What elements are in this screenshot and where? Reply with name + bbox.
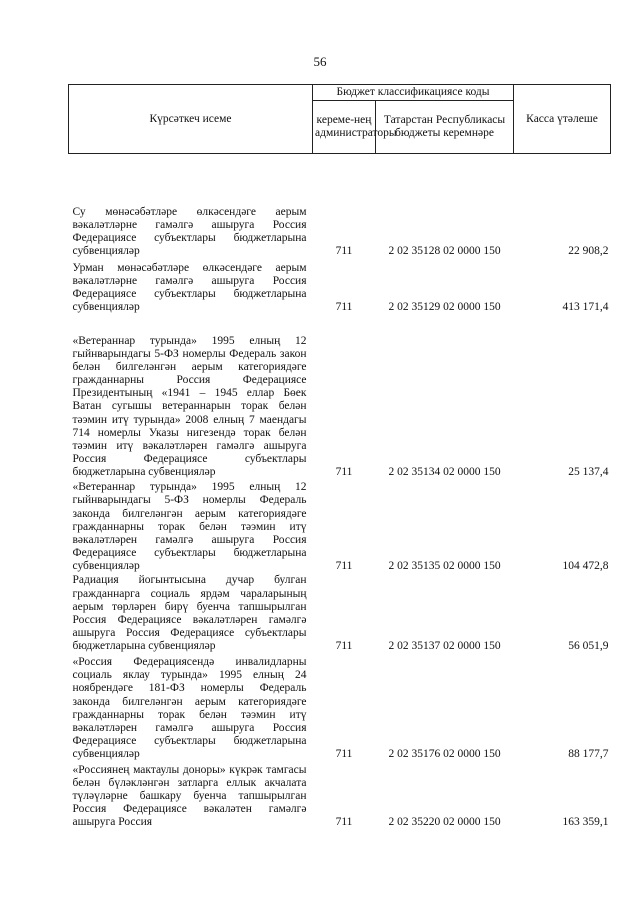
table-row [69, 258, 611, 314]
row-admin-code: 711 [335, 747, 353, 760]
row-cash-amount: 104 472,8 [562, 559, 609, 572]
row-classification-code: 2 02 35135 02 0000 150 [388, 559, 501, 572]
row-admin-code: 711 [335, 815, 353, 828]
row-indicator-name: «Ветераннар турында» 1995 елның 12 гыйнварындагы 5-ФЗ номерлы Федераль закон белән билгеләнгән аерым категориядәге гражданнарны Россия Федерациясе Президентының «1941 – 1945 еллар Бөек Ватан сугышы ветераннарын торак белән тәэмин итү турында» 2008 елның 7 маендагы 714 номерлы Указы нигезендә торак белән тәэмин итү вәкаләтләрен гамәлгә ашыруга Россия Федерациясе субъектлары бюджетларына субвенцияләр [72, 334, 307, 478]
row-admin-code: 711 [335, 639, 353, 652]
table-row [69, 653, 611, 761]
row-indicator-name: Радиация йогынтысына дучар булган гражданнарга социаль ярдәм чараларының аерым төрләрен бирү буенча тапшырылган Россия Федерациясе вәкаләтләрен гамәлгә ашыруга Россия Федерациясе субъектлары бюджетларына субвенцияләр [72, 574, 307, 652]
row-classification-code: 2 02 35137 02 0000 150 [388, 639, 501, 652]
row-classification-code: 2 02 35134 02 0000 150 [388, 465, 501, 478]
row-cash-amount: 413 171,4 [562, 300, 609, 313]
header-cash-execution: Касса үтәлеше [514, 85, 611, 154]
header-budget-classification-code: Бюджет классификациясе коды [313, 85, 514, 101]
table-row [69, 573, 611, 653]
row-admin-code: 711 [335, 300, 353, 313]
row-indicator-name: «Россия Федерациясендә инвалидларны социаль яклау турында» 1995 елның 24 ноябрендәге 181-ФЗ номерлы Федераль законда билгеләнгән аерым категориядәге гражданнарны торак белән тәэмин итү вәкаләтләрен гамәлгә ашыруга Россия Федерациясе субъектлары бюджетларына субвенцияләр [72, 656, 307, 760]
row-classification-code: 2 02 35176 02 0000 150 [388, 747, 501, 760]
row-admin-code: 711 [335, 465, 353, 478]
row-indicator-name: «Ветераннар турында» 1995 елның 12 гыйнварындагы 5-ФЗ номерлы Федераль законда билгеләнгән аерым категориядәге гражданнарны торак белән тәэмин итү вәкаләтләрен гамәлгә ашыруга Россия Федерациясе субъектлары бюджетларына субвенцияләр [72, 481, 307, 572]
table-header [69, 85, 611, 154]
row-cash-amount: 163 359,1 [562, 815, 609, 828]
header-republic-budget-revenue: Татарстан Республикасы бюджеты керемнәре [376, 100, 514, 153]
table-row [69, 153, 611, 258]
table-row [69, 761, 611, 829]
table-row [69, 479, 611, 573]
row-classification-code: 2 02 35220 02 0000 150 [388, 815, 501, 828]
table-body [69, 153, 611, 829]
row-cash-amount: 22 908,2 [568, 244, 609, 257]
budget-revenue-table [68, 84, 611, 829]
table-row [69, 314, 611, 479]
row-classification-code: 2 02 35128 02 0000 150 [388, 244, 501, 257]
header-indicator-name: Күрсәткеч исеме [69, 85, 313, 154]
row-admin-code: 711 [335, 559, 353, 572]
header-revenue-administrator: кереме-нең администраторы [313, 100, 376, 153]
row-cash-amount: 56 051,9 [568, 639, 609, 652]
row-classification-code: 2 02 35129 02 0000 150 [388, 300, 501, 313]
row-indicator-name: Су мөнәсәбәтләре өлкәсендәге аерым вәкаләтләрне гамәлгә ашыруга Россия Федерациясе субъектлары бюджетларына субвенцияләр [72, 205, 307, 257]
row-indicator-name: Урман мөнәсәбәтләре өлкәсендәге аерым вәкаләтләрне гамәлгә ашыруга Россия Федерациясе субъектлары бюджетларына субвенцияләр [72, 261, 307, 313]
row-cash-amount: 25 137,4 [568, 465, 609, 478]
row-admin-code: 711 [335, 244, 353, 257]
page-number: 56 [313, 54, 327, 69]
row-indicator-name: «Россиянең мактаулы доноры» күкрәк тамгасы белән бүләкләнгән затларга еллык акчалата түләүләрне башкару буенча тапшырылган Россия Федерациясе вәкаләтен гамәлгә ашыруга Россия [72, 763, 307, 828]
row-cash-amount: 88 177,7 [568, 747, 609, 760]
